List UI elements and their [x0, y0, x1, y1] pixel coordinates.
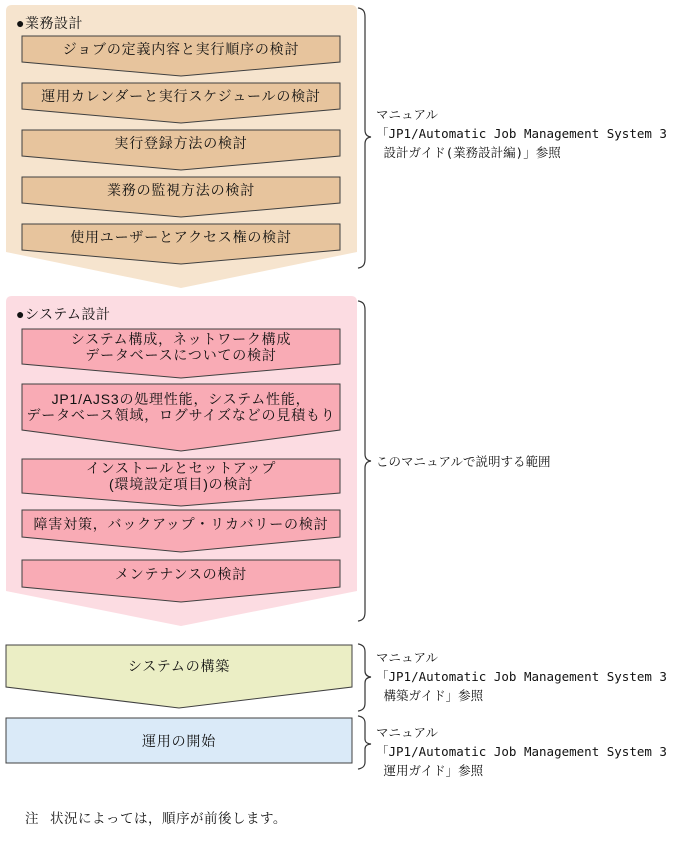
manual-ref-build — [376, 648, 667, 705]
system-box-4-label — [22, 510, 340, 537]
brace-operation — [359, 716, 372, 769]
box-text-line: インストールとセットアップ — [85, 460, 277, 476]
business-box-2-label — [22, 83, 340, 109]
box-text-line: メンテナンスの検討 — [114, 565, 248, 582]
box-text-line: 使用ユーザーとアクセス権の検討 — [70, 229, 292, 245]
build-box-label — [6, 645, 352, 687]
box-text-line: 業務の監視方法の検討 — [107, 182, 255, 198]
ref-line: マニュアル — [376, 725, 439, 740]
ref-line: マニュアル — [376, 107, 439, 122]
system-box-2-label — [22, 384, 340, 430]
operation-box-label — [6, 718, 352, 763]
box-text-line: データベース領域，ログサイズなどの見積もり — [26, 407, 336, 423]
ref-line: 設計ガイド(業務設計編)」参照 — [376, 145, 561, 160]
box-text-line: 運用の開始 — [142, 732, 216, 749]
business-section-label: ●業務設計 — [16, 15, 83, 31]
brace-system — [359, 301, 372, 621]
business-box-5-label — [22, 224, 340, 250]
system-box-1-label — [22, 329, 340, 364]
footnote-text: 状況によっては，順序が前後します。 — [50, 811, 287, 826]
system-box-5-label — [22, 560, 340, 587]
box-text-line: JP1/AJS3の処理性能，システム性能， — [51, 391, 311, 407]
box-text-line: (環境設定項目)の検討 — [108, 476, 254, 492]
business-box-4-label — [22, 177, 340, 203]
box-text-line: 実行登録方法の検討 — [114, 135, 248, 151]
box-text-line: システムの構築 — [127, 658, 231, 674]
box-text-line: 障害対策，バックアップ・リカバリーの検討 — [33, 515, 329, 532]
box-text-line: システム構成，ネットワーク構成 — [70, 330, 292, 347]
manual-ref-business — [376, 105, 667, 162]
footnote — [8, 792, 287, 842]
ref-line: 構築ガイド」参照 — [376, 688, 484, 703]
footnote-marker: 注 — [25, 811, 40, 826]
box-text-line: 運用カレンダーと実行スケジュールの検討 — [41, 88, 321, 104]
ref-line: マニュアル — [376, 650, 439, 665]
scope-ref-system — [376, 452, 551, 471]
brace-build — [359, 644, 372, 711]
ref-line: 運用ガイド」参照 — [376, 763, 484, 778]
box-text-line: データベースについての検討 — [85, 346, 277, 363]
brace-business — [359, 8, 372, 268]
system-box-3-label — [22, 459, 340, 493]
business-box-3-label — [22, 130, 340, 156]
system-section-label: ●システム設計 — [16, 306, 111, 322]
ref-line: 「JP1/Automatic Job Management System 3 — [376, 669, 667, 684]
box-text-line: ジョブの定義内容と実行順序の検討 — [62, 41, 300, 57]
ref-line: 「JP1/Automatic Job Management System 3 — [376, 126, 667, 141]
ref-line: 「JP1/Automatic Job Management System 3 — [376, 744, 667, 759]
manual-ref-operation — [376, 723, 667, 780]
business-box-1-label — [22, 36, 340, 62]
ref-line: このマニュアルで説明する範囲 — [376, 454, 551, 469]
